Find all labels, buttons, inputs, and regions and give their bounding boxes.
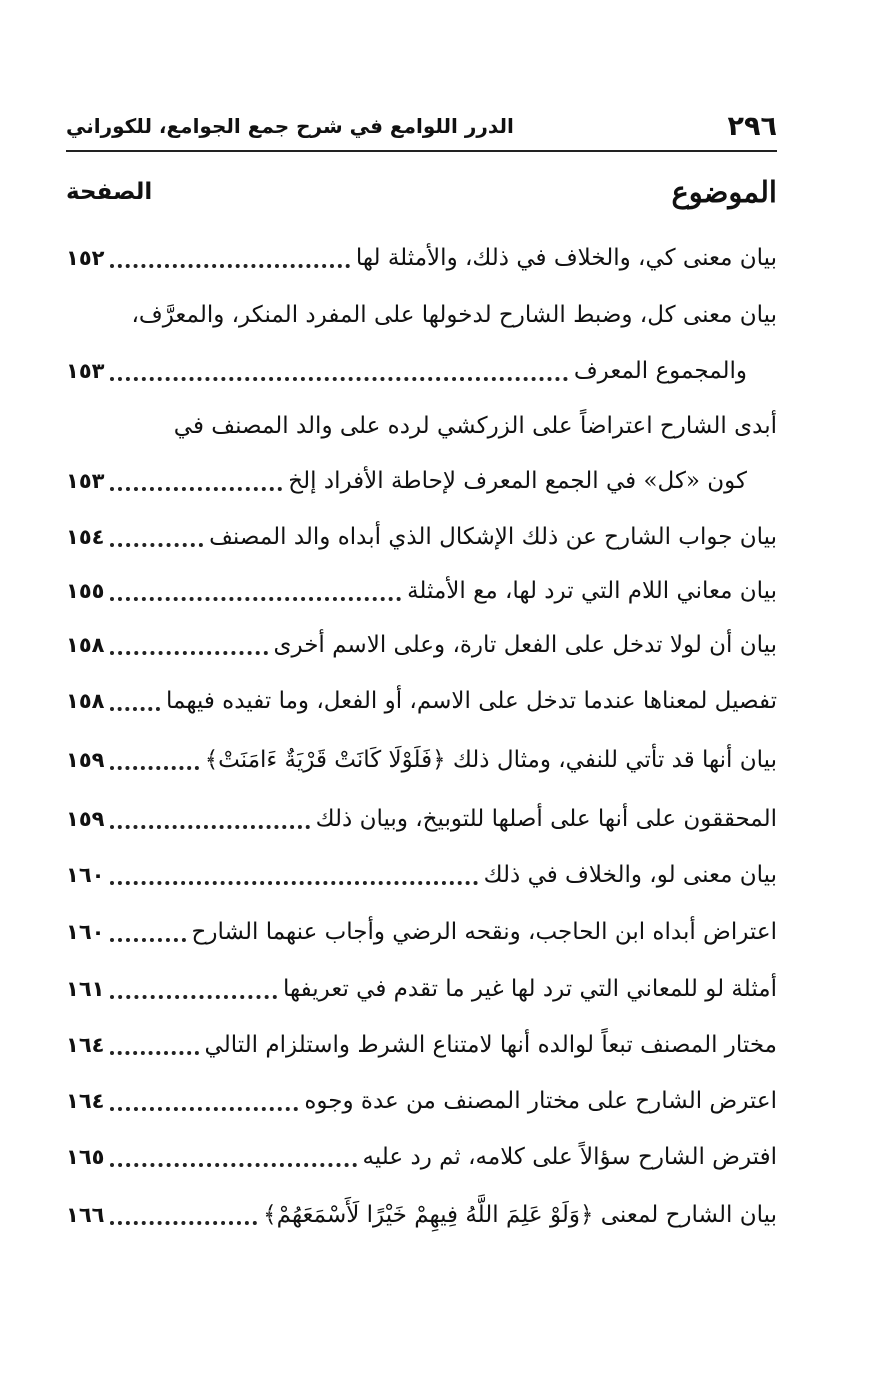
toc-entry-text: اعترض الشارح على مختار المصنف من عدة وجوه	[304, 1088, 777, 1114]
toc-entry-page: ١٦٤	[66, 1089, 105, 1113]
toc-entry-page: ١٦٥	[66, 1145, 105, 1169]
toc-entry-text: تفصيل لمعناها عندما تدخل على الاسم، أو الفعل، وما تفيده فيهما	[166, 688, 777, 714]
toc-entry-page: ١٦٤	[66, 1033, 105, 1057]
dot-leader	[110, 707, 160, 711]
toc-entry-text: بيان أنها قد تأتي للنفي، ومثال ذلك ﴿فَلَوْلَا كَانَتْ قَرْيَةٌ ءَامَنَتْ﴾	[204, 747, 777, 773]
dot-leader	[110, 766, 198, 770]
column-headings	[66, 170, 777, 214]
book-title: الدرر اللوامع في شرح جمع الجوامع، للكوراني	[66, 114, 514, 138]
dot-leader	[110, 1107, 298, 1111]
page-number: ٢٩٦	[727, 110, 777, 142]
toc-entry-text: افترض الشارح سؤالاً على كلامه، ثم رد عليه	[362, 1144, 777, 1170]
toc-entry	[66, 233, 777, 283]
toc-entry-page: ١٥٥	[66, 579, 105, 603]
toc-entry	[66, 676, 777, 726]
dot-leader	[110, 264, 349, 268]
toc-entry	[66, 794, 777, 844]
dot-leader	[110, 995, 277, 999]
toc-entry-page: ١٦١	[66, 977, 105, 1001]
dot-leader	[110, 543, 203, 547]
toc-entry-page: ١٥٢	[66, 246, 105, 270]
toc-entry	[66, 290, 777, 340]
toc-entry	[66, 401, 777, 451]
toc-entry-text: بيان الشارح لمعنى ﴿وَلَوْ عَلِمَ اللَّهُ فِيهِمْ خَيْرًا لَأَسْمَعَهُمْ﴾	[263, 1202, 777, 1228]
toc-entry-page: ١٦٠	[66, 863, 105, 887]
dot-leader	[110, 938, 185, 942]
toc-entry	[66, 346, 777, 396]
toc-entry-text: بيان أن لولا تدخل على الفعل تارة، وعلى الاسم أخرى	[273, 632, 777, 658]
toc-entry-text: والمجموع المعرف	[573, 358, 747, 384]
toc-entry	[66, 850, 777, 900]
toc-entry-page: ١٥٣	[66, 469, 105, 493]
toc-entry-text: مختار المصنف تبعاً لوالده أنها لامتناع الشرط واستلزام التالي	[204, 1032, 777, 1058]
dot-leader	[110, 377, 567, 381]
toc-entry-text: كون «كل» في الجمع المعرف لإحاطة الأفراد إلخ	[288, 468, 747, 494]
toc-entry-page: ١٥٨	[66, 689, 105, 713]
toc-entry	[66, 566, 777, 616]
page-column-heading: الصفحة	[66, 179, 153, 205]
toc-entry	[66, 1132, 777, 1182]
dot-leader	[110, 1221, 257, 1225]
toc-entry-text: المحققون على أنها على أصلها للتوبيخ، وبيان ذلك	[315, 806, 777, 832]
toc-entry-text: بيان معنى لو، والخلاف في ذلك	[483, 862, 777, 888]
dot-leader	[110, 1163, 356, 1167]
dot-leader	[110, 881, 477, 885]
toc-entry-page: ١٦٠	[66, 920, 105, 944]
dot-leader	[110, 597, 401, 601]
toc-entry-text: اعتراض أبداه ابن الحاجب، ونقحه الرضي وأجاب عنهما الشارح	[191, 919, 777, 945]
toc-entry	[66, 1190, 777, 1240]
toc-entry-text: أبدى الشارح اعتراضاً على الزركشي لرده على والد المصنف في	[173, 413, 777, 439]
toc-entry-text: بيان جواب الشارح عن ذلك الإشكال الذي أبداه والد المصنف	[209, 524, 777, 550]
toc-entry	[66, 1076, 777, 1126]
toc-entry-page: ١٥٨	[66, 633, 105, 657]
dot-leader	[110, 487, 282, 491]
toc-entry	[66, 512, 777, 562]
toc-entry-text: بيان معنى كي، والخلاف في ذلك، والأمثلة لها	[355, 245, 777, 271]
toc-entry	[66, 620, 777, 670]
toc-entry-page: ١٥٩	[66, 807, 105, 831]
dot-leader	[110, 1051, 198, 1055]
toc-entry	[66, 1020, 777, 1070]
topic-column-heading: الموضوع	[671, 175, 777, 209]
dot-leader	[110, 825, 309, 829]
toc-entry-page: ١٦٦	[66, 1203, 105, 1227]
toc-entry-page: ١٥٤	[66, 525, 105, 549]
header-rule	[66, 150, 777, 152]
toc-entry-text: بيان معنى كل، وضبط الشارح لدخولها على المفرد المنكر، والمعرَّف،	[131, 302, 777, 328]
running-header	[66, 106, 777, 146]
toc-entry	[66, 735, 777, 785]
dot-leader	[110, 651, 267, 655]
toc-entry-page: ١٥٣	[66, 359, 105, 383]
toc-entry-text: أمثلة لو للمعاني التي ترد لها غير ما تقدم في تعريفها	[283, 976, 777, 1002]
toc-entry-page: ١٥٩	[66, 748, 105, 772]
toc-entry	[66, 964, 777, 1014]
toc-entry-text: بيان معاني اللام التي ترد لها، مع الأمثلة	[407, 578, 777, 604]
toc-entry	[66, 907, 777, 957]
toc-entry	[66, 456, 777, 506]
